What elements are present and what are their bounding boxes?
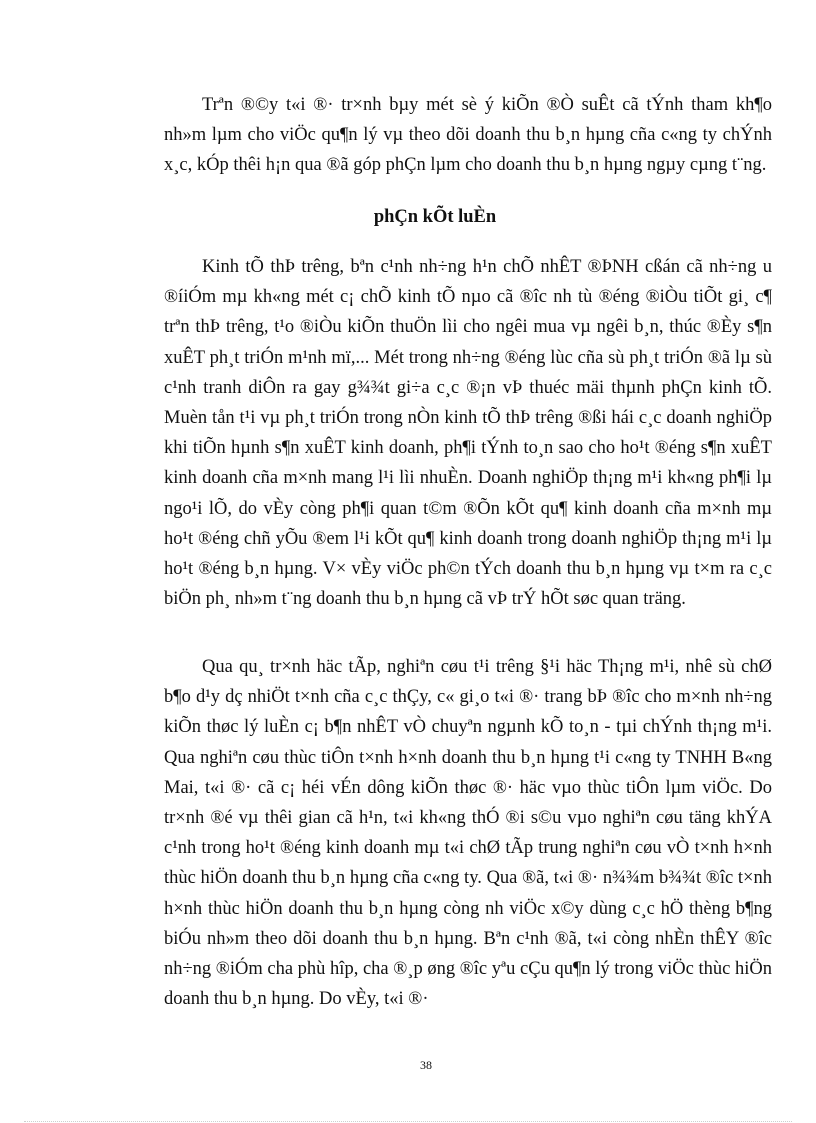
paragraph-closing-remarks: Trªn ®©y t«i ®· tr×nh bµy mét sè ý kiÕn ®Ò suÊt cã tÝnh tham kh¶o nh»m lµm cho viÖc qu¶n lý vµ theo dõi doanh thu b¸n hµng cña c«ng ty chÝnh x¸c, kÓp thêi h¡n qua ®ã góp phÇn lµm cho doanh thu b¸n hµng ngµy cµng t¨ng. (164, 95, 772, 176)
paragraph-market-economy: Kinh tÕ thÞ trêng, bªn c¹nh nh÷ng h¹n chÕ nhÊT ®ÞNH cßán cã nh÷ng u ®íiÓm mµ kh«ng mét c¡ chÕ kinh tÕ nµo cã ®îc nh tù ®éng ®iÒu tiÕt gi¸ c¶ trªn thÞ trêng, t¹o ®iÒu kiÕn thuÖn lìi cho ngêi mua vµ ngêi b¸n, thúc ®Èy s¶n xuÊT ph¸t triÓn m¹nh mï,... Mét trong nh÷ng ®éng lùc cña sù ph¸t triÓn ®ã lµ sù c¹nh tranh diÔn ra gay g¾¾t gi÷a c¸c ®¡n vÞ thuéc mäi thµnh phÇn kinh tÕ. Muèn tån t¹i vµ ph¸t triÓn trong nÒn kinh tÕ thÞ trêng ®ßi hái c¸c doanh nghiÖp khi tiÕn hµnh s¶n xuÊT kinh doanh, ph¶i tÝnh to¸n sao cho ho¹t ®éng s¶n xuÊT kinh doanh cña m×nh mang l¹i lìi nhuÈn. Doanh nghiÖp th¡ng m¹i kh«ng ph¶i lµ ngo¹i lÕ, do vÈy còng ph¶i quan t©m ®Õn kÕt qu¶ kinh doanh cña m×nh mµ ho¹t ®éng chñ yÕu ®em l¹i kÕt qu¶ kinh doanh trong doanh nghiÖp th¡ng m¹i lµ ho¹t ®éng b¸n hµng. V× vÈy viÖc ph©n tÝch doanh thu b¸n hµng vµ t×m ra c¸c biÖn ph¸ nh»m t¨ng doanh thu b¸n hµng cã vÞ trÝ hÕt søc quan träng. (164, 257, 772, 610)
page-number: 38 (420, 1058, 432, 1072)
page-bottom-divider (24, 1121, 792, 1122)
body-text-block (164, 90, 772, 181)
body-text-block (164, 652, 772, 1014)
section-heading: phÇn kÕt luÈn (373, 207, 497, 227)
body-text-block (164, 252, 772, 614)
paragraph-internship-summary: Qua qu¸ tr×nh häc tÃp, nghiªn cøu t¹i trêng §¹i häc Th¡ng m¹i, nhê sù chØ b¶o d¹y dç nhiÖt t×nh cña c¸c thÇy, c« gi¸o t«i ®· trang bÞ ®îc cho m×nh nh÷ng kiÕn thøc lý luÈn c¡ b¶n nhÊT vÒ chuyªn ngµnh kÕ to¸n - tµi chÝnh th¡ng m¹i. Qua nghiªn cøu thùc tiÔn t×nh h×nh doanh thu b¸n hµng t¹i c«ng ty TNHH B«ng Mai, t«i ®· cã c¡ héi vÉn dông kiÕn thøc ®· häc vµo thùc tiÔn lµm viÖc. Do tr×nh ®é vµ thêi gian cã h¹n, t«i kh«ng thÓ ®i s©u vµo nghiªn cøu täng khÝA c¹nh trong ho¹t ®éng kinh doanh mµ t«i chØ tÃp trung nghiªn cøu vÒ t×nh h×nh thùc hiÖn doanh thu b¸n hµng cña c«ng ty. Qua ®ã, t«i ®· n¾¾m b¾¾t ®îc t×nh h×nh thùc hiÖn doanh thu b¸n hµng còng nh viÖc x©y dùng c¸c hÖ thèng b¶ng biÓu nh»m theo dõi doanh thu b¸n hµng. Bªn c¹nh ®ã, t«i còng nhÈn thÊY ®îc nh÷ng ®iÓm cha phù hîp, cha ®¸p øng ®îc yªu cÇu qu¶n lý trong viÖc thùc hiÖn doanh thu b¸n hµng. Do vÈy, t«i ®· (164, 657, 772, 1010)
